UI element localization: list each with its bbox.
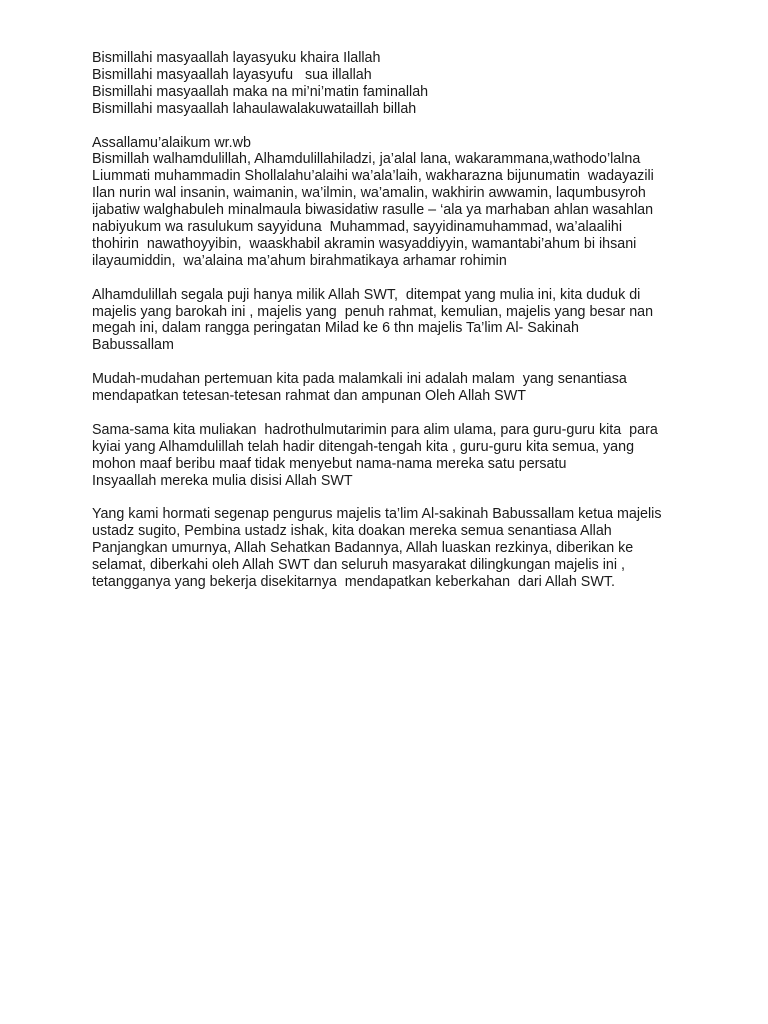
text-line: megah ini, dalam rangga peringatan Milad ke 6 thn majelis Ta’lim Al- Sakinah: [92, 320, 579, 337]
text-line: Bismillahi masyaallah layasyuku khaira Ilallah: [92, 50, 381, 66]
text-line: kyiai yang Alhamdulillah telah hadir ditengah-tengah kita , guru-guru kita semua, yang: [92, 438, 635, 455]
text-line: Panjangkan umurnya, Allah Sehatkan Badannya, Allah luaskan rezkinya, diberikan ke: [92, 540, 634, 557]
text-line: Ilan nurin wal insanin, waimanin, wa’ilmin, wa’amalin, wakhirin awwamin, laqumbusyroh: [92, 185, 646, 202]
text-line: majelis yang barokah ini , majelis yang penuh rahmat, kemulian, majelis yang besar nan: [92, 303, 654, 320]
text-line: selamat, diberkahi oleh Allah SWT dan seluruh masyarakat dilingkungan majelis ini ,: [92, 557, 625, 574]
praise-paragraph: [92, 287, 732, 355]
text-line: Babussallam: [92, 337, 174, 354]
text-line: Bismillahi masyaallah lahaulawalakuwataillah billah: [92, 100, 417, 117]
text-line: Mudah-mudahan pertemuan kita pada malamkali ini adalah malam yang senantiasa: [92, 371, 627, 388]
honor-scholars-paragraph: [92, 422, 732, 490]
text-line: mendapatkan tetesan-tetesan rahmat dan ampunan Oleh Allah SWT: [92, 388, 526, 405]
text-line: tetangganya yang bekerja disekitarnya mendapatkan keberkahan dari Allah SWT.: [92, 574, 615, 591]
greeting-paragraph: [92, 135, 732, 270]
text-line: ijabatiw walghabuleh minalmaula biwasidatiw rasulle – ‘ala ya marhaban ahlan wasahlan: [92, 202, 654, 219]
text-line: mohon maaf beribu maaf tidak menyebut nama-nama mereka satu persatu: [92, 455, 567, 472]
honor-committee-paragraph: [92, 506, 732, 591]
text-line: Insyaallah mereka mulia disisi Allah SWT: [92, 472, 353, 489]
text-line: Bismillahi masyaallah maka na mi’ni’matin faminallah: [92, 83, 429, 100]
hope-paragraph: [92, 371, 732, 405]
text-line: Bismillah walhamdulillah, Alhamdulillahiladzi, ja’alal lana, wakarammana,wathodo’lalna: [92, 151, 641, 168]
text-line: Yang kami hormati segenap pengurus majelis ta’lim Al-sakinah Babussallam ketua majelis: [92, 506, 662, 523]
text-line: Liummati muhammadin Shollalahu’alaihi wa’ala’laih, wakharazna bijunumatin wadayazili: [92, 168, 654, 185]
document-page: [92, 50, 732, 608]
text-line: ilayaumiddin, wa’alaina ma’ahum birahmatikaya arhamar rohimin: [92, 252, 507, 269]
text-line: thohirin nawathoyyibin, waaskhabil akramin wasyaddiyyin, wamantabi’ahum bi ihsani: [92, 235, 637, 252]
text-line: ustadz sugito, Pembina ustadz ishak, kita doakan mereka semua senantiasa Allah: [92, 523, 612, 540]
text-line: Assallamu’alaikum wr.wb: [92, 134, 251, 151]
text-line: nabiyukum wa rasulukum sayyiduna Muhammad, sayyidinamuhammad, wa’alaalihi: [92, 219, 623, 236]
opening-verses-paragraph: [92, 50, 732, 118]
text-line: Bismillahi masyaallah layasyufu sua illallah: [92, 66, 372, 83]
text-line: Alhamdulillah segala puji hanya milik Allah SWT, ditempat yang mulia ini, kita duduk di: [92, 286, 641, 303]
text-line: Sama-sama kita muliakan hadrothulmutarimin para alim ulama, para guru-guru kita para: [92, 421, 658, 438]
